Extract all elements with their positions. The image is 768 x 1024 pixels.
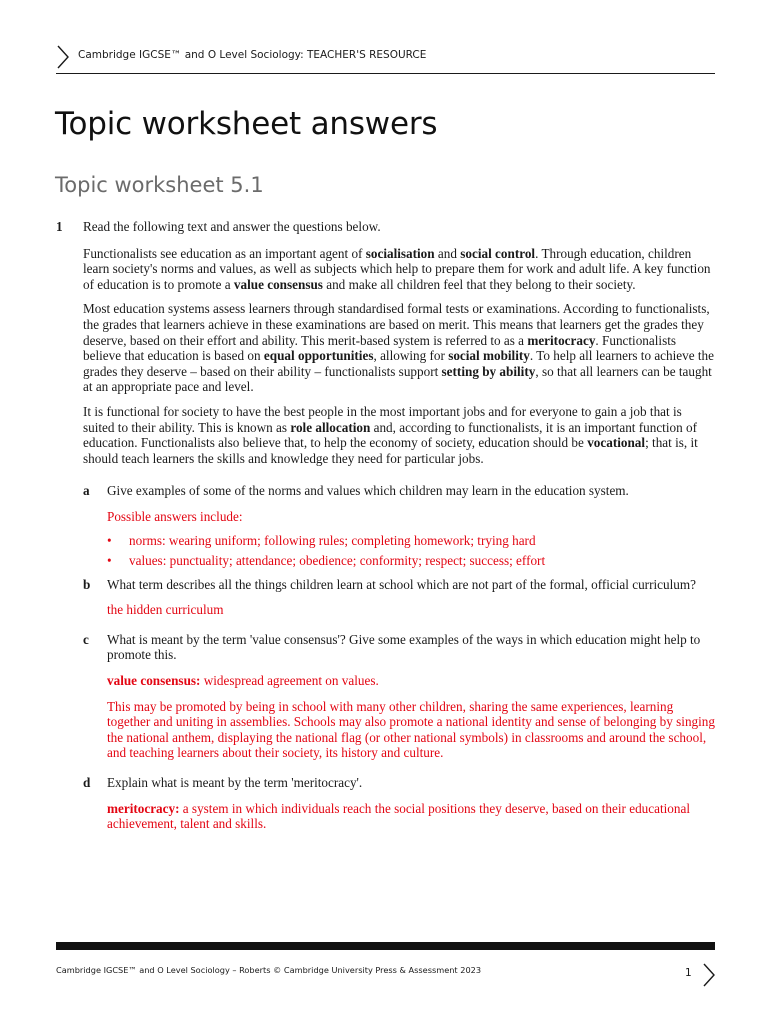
key-term-role-allocation: role allocation bbox=[290, 419, 371, 435]
answer-term: meritocracy: bbox=[107, 800, 180, 816]
key-term-social-mobility: social mobility bbox=[448, 348, 530, 364]
bullet-icon: • bbox=[107, 532, 112, 548]
subquestion-b bbox=[83, 577, 716, 618]
answer-text: the hidden curriculum bbox=[107, 602, 224, 618]
subquestion-text: What term describes all the things children learn at school which are not part of the formal, official curriculum? bbox=[107, 576, 696, 592]
subquestion-text: Explain what is meant by the term 'meritocracy'. bbox=[107, 775, 363, 791]
subquestion-text: What is meant by the term 'value consensus'? Give some examples of the ways in which education might help to promote this. bbox=[107, 631, 701, 663]
answer-term: value consensus: bbox=[107, 673, 201, 689]
key-term-equal-opportunities: equal opportunities bbox=[263, 348, 374, 364]
answer-bullet-list bbox=[107, 533, 716, 569]
key-term-value-consensus: value consensus bbox=[233, 276, 323, 292]
subquestion-a bbox=[83, 483, 716, 568]
passage-paragraph-1: Functionalists see education as an important agent of socialisation and social control. Through education, children learn society's norms and values, as well as subjects which help to prepare them for work and adult life. A key function of education is to promote a value consensus and make all children feel that they belong to their society. bbox=[83, 245, 711, 292]
worksheet-content bbox=[56, 219, 716, 832]
list-item: • norms: wearing uniform; following rules; completing homework; trying hard bbox=[107, 532, 536, 548]
key-term-meritocracy: meritocracy bbox=[527, 332, 596, 348]
subquestion-letter: b bbox=[83, 576, 91, 592]
footer-copyright: Cambridge IGCSE™ and O Level Sociology – Roberts © Cambridge University Press & Assessment 2023 bbox=[56, 965, 482, 975]
page-number: 1 bbox=[685, 967, 692, 979]
key-term-vocational: vocational bbox=[587, 435, 646, 451]
answer-intro: Possible answers include: bbox=[107, 508, 243, 524]
page-header bbox=[56, 44, 716, 72]
subquestion-d bbox=[83, 775, 716, 832]
key-term-social-control: social control bbox=[460, 245, 536, 261]
passage-paragraph-2: Most education systems assess learners through standardised formal tests or examinations. According to functionalists, the grades that learners achieve in these examinations are based on merit. This means that learners get the grades they deserve, based on their effort and ability. This merit-based system is referred to as a meritocracy. Functionalists believe that education is based on equal opportunities, allowing for social mobility. To help all learners to achieve the grades they deserve – based on their ability – functionalists support setting by ability, so that all learners can be taught at an appropriate pace and level. bbox=[83, 301, 715, 395]
question-1 bbox=[56, 219, 716, 235]
subquestion-c bbox=[83, 632, 716, 761]
passage-paragraph-3: It is functional for society to have the best people in the most important jobs and for everyone to gain a job that is suited to their ability. This is known as role allocation and, according to functionalists, it is an important function of education. Functionalists also believe that, to help the economy of society, education should be vocational; that is, it should teach learners the skills and knowledge they need for particular jobs. bbox=[83, 403, 698, 466]
subquestion-text: Give examples of some of the norms and values which children may learn in the education system. bbox=[107, 483, 629, 499]
subquestion-letter: c bbox=[83, 631, 89, 647]
question-intro: Read the following text and answer the questions below. bbox=[83, 219, 381, 234]
subquestion-letter: a bbox=[83, 483, 90, 499]
list-item: • values: punctuality; attendance; obedience; conformity; respect; success; effort bbox=[107, 553, 546, 569]
chevron-right-icon[interactable] bbox=[702, 962, 716, 988]
worksheet-subtitle: Topic worksheet 5.1 bbox=[55, 173, 264, 197]
key-term-socialisation: socialisation bbox=[365, 245, 435, 261]
subquestion-letter: d bbox=[83, 775, 91, 791]
answer-definition: meritocracy: a system in which individuals reach the social positions they deserve, based on their educational achievement, talent and skills. bbox=[107, 800, 690, 832]
chevron-right-icon bbox=[56, 44, 70, 70]
answer-definition: value consensus: widespread agreement on values. bbox=[107, 673, 379, 689]
bullet-icon: • bbox=[107, 553, 112, 569]
header-divider bbox=[56, 73, 715, 74]
footer-divider bbox=[56, 942, 715, 950]
question-number: 1 bbox=[56, 219, 63, 234]
key-term-setting-by-ability: setting by ability bbox=[441, 363, 536, 379]
page-title: Topic worksheet answers bbox=[55, 106, 438, 142]
header-title: Cambridge IGCSE™ and O Level Sociology: TEACHER'S RESOURCE bbox=[78, 49, 427, 61]
answer-paragraph: This may be promoted by being in school with many other children, sharing the same experiences, learning together and uniting in assemblies. Schools may also promote a national identity and sense of belonging by singing the national anthem, displaying the national flag (or other national symbols) in classrooms and around the school, and teaching learners about their society, its history and culture. bbox=[107, 698, 715, 761]
